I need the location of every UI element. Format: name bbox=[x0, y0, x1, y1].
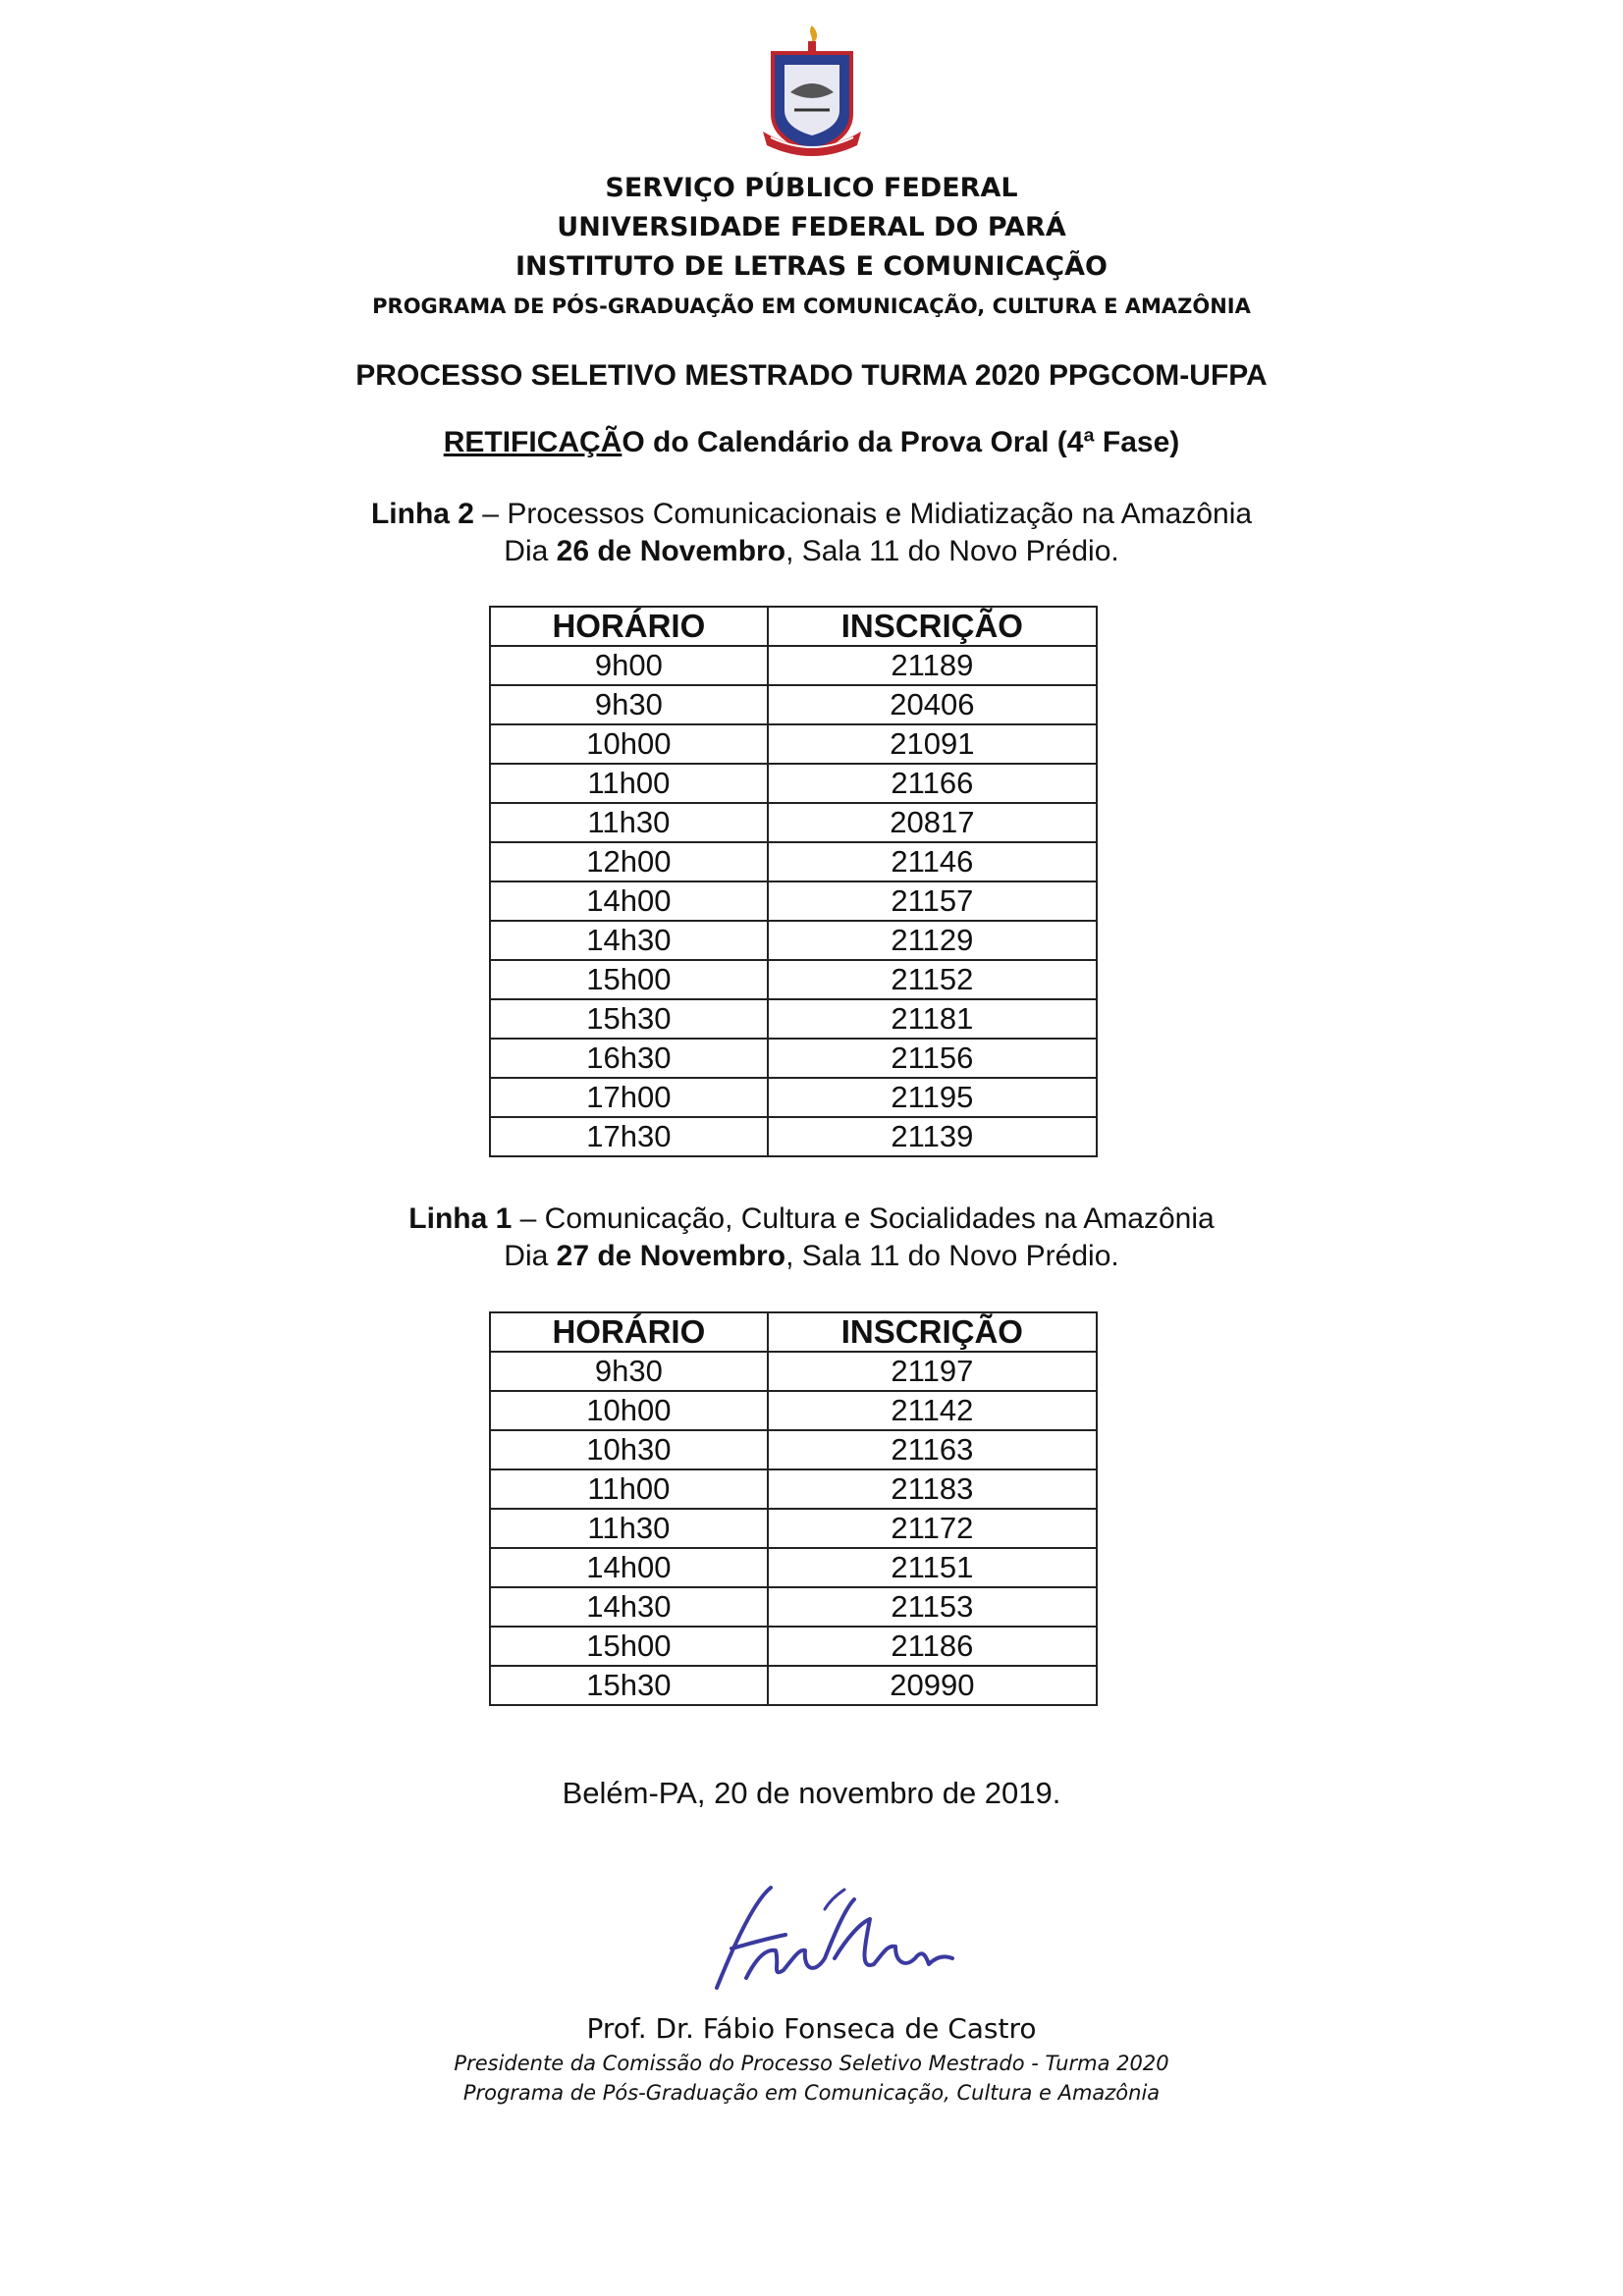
section1-day-suffix: , Sala 11 do Novo Prédio. bbox=[785, 535, 1119, 567]
table-row bbox=[490, 646, 1097, 685]
time-cell: 10h30 bbox=[490, 1430, 768, 1469]
document-subtitle bbox=[0, 426, 1623, 459]
table-row bbox=[490, 1548, 1097, 1587]
column-header-registration: INSCRIÇÃO bbox=[768, 607, 1097, 646]
table-row bbox=[490, 685, 1097, 724]
registration-cell: 21157 bbox=[768, 881, 1097, 921]
retification-underlined: RETIFICAÇÃ bbox=[443, 426, 622, 458]
registration-cell: 20406 bbox=[768, 685, 1097, 724]
section2-day-suffix: , Sala 11 do Novo Prédio. bbox=[785, 1240, 1119, 1272]
time-cell: 14h30 bbox=[490, 921, 768, 960]
table-row bbox=[490, 999, 1097, 1039]
table-row bbox=[490, 803, 1097, 842]
signer-name: Prof. Dr. Fábio Fonseca de Castro bbox=[586, 2012, 1037, 2045]
table-row bbox=[490, 960, 1097, 999]
section2-day-heading bbox=[0, 1238, 1623, 1275]
retification-rest: O do Calendário da Prova Oral (4ª Fase) bbox=[622, 426, 1180, 458]
registration-cell: 21186 bbox=[768, 1627, 1097, 1666]
handwritten-signature bbox=[677, 1880, 962, 2007]
registration-cell: 21151 bbox=[768, 1548, 1097, 1587]
table-row bbox=[490, 1117, 1097, 1156]
ufpa-crest-icon bbox=[757, 24, 867, 165]
section2-line-label: Linha 1 bbox=[408, 1202, 513, 1235]
registration-cell: 21156 bbox=[768, 1039, 1097, 1078]
table-row bbox=[490, 1587, 1097, 1627]
column-header-registration: INSCRIÇÃO bbox=[768, 1312, 1097, 1352]
section2-day-prefix: Dia bbox=[504, 1240, 557, 1272]
time-cell: 16h30 bbox=[490, 1039, 768, 1078]
section1-day-bold: 26 de Novembro bbox=[556, 535, 786, 567]
registration-cell: 21153 bbox=[768, 1587, 1097, 1627]
time-cell: 11h00 bbox=[490, 764, 768, 803]
time-cell: 14h30 bbox=[490, 1587, 768, 1627]
table-row bbox=[490, 1430, 1097, 1469]
section1-day-heading bbox=[0, 533, 1623, 570]
time-cell: 15h00 bbox=[490, 960, 768, 999]
registration-cell: 21189 bbox=[768, 646, 1097, 685]
time-cell: 11h00 bbox=[490, 1469, 768, 1509]
table-row bbox=[490, 921, 1097, 960]
registration-cell: 20990 bbox=[768, 1666, 1097, 1705]
registration-cell: 21166 bbox=[768, 764, 1097, 803]
registration-cell: 21146 bbox=[768, 842, 1097, 881]
registration-cell: 21142 bbox=[768, 1391, 1097, 1430]
table-row bbox=[490, 1039, 1097, 1078]
section1-line-desc: – Processos Comunicacionais e Midiatização na Amazônia bbox=[473, 498, 1253, 530]
table-row bbox=[490, 1078, 1097, 1117]
registration-cell: 21152 bbox=[768, 960, 1097, 999]
time-cell: 17h30 bbox=[490, 1117, 768, 1156]
schedule-table-linha2 bbox=[489, 606, 1098, 1157]
time-cell: 10h00 bbox=[490, 1391, 768, 1430]
time-cell: 11h30 bbox=[490, 803, 768, 842]
time-cell: 15h30 bbox=[490, 999, 768, 1039]
registration-cell: 21139 bbox=[768, 1117, 1097, 1156]
schedule-table-linha1 bbox=[489, 1311, 1098, 1706]
time-cell: 9h30 bbox=[490, 685, 768, 724]
header-line-university: UNIVERSIDADE FEDERAL DO PARÁ bbox=[557, 212, 1066, 242]
table-row bbox=[490, 881, 1097, 921]
table-row bbox=[490, 842, 1097, 881]
registration-cell: 21195 bbox=[768, 1078, 1097, 1117]
registration-cell: 21183 bbox=[768, 1469, 1097, 1509]
section1-day-prefix: Dia bbox=[504, 535, 557, 567]
table-row bbox=[490, 1666, 1097, 1705]
header-line-institute: INSTITUTO DE LETRAS E COMUNICAÇÃO bbox=[515, 251, 1108, 282]
table-row bbox=[490, 1627, 1097, 1666]
time-cell: 10h00 bbox=[490, 724, 768, 764]
signer-role: Presidente da Comissão do Processo Seletivo Mestrado - Turma 2020 bbox=[454, 2052, 1169, 2075]
table-header-row bbox=[490, 1312, 1097, 1352]
time-cell: 9h30 bbox=[490, 1352, 768, 1391]
time-cell: 11h30 bbox=[490, 1509, 768, 1548]
table-row bbox=[490, 1469, 1097, 1509]
column-header-time: HORÁRIO bbox=[490, 1312, 768, 1352]
table-row bbox=[490, 764, 1097, 803]
document-title: PROCESSO SELETIVO MESTRADO TURMA 2020 PPGCOM-UFPA bbox=[355, 359, 1268, 392]
header-line-program: PROGRAMA DE PÓS-GRADUAÇÃO EM COMUNICAÇÃO, CULTURA E AMAZÔNIA bbox=[372, 294, 1251, 318]
section2-line-heading bbox=[0, 1201, 1623, 1238]
section2-day-bold: 27 de Novembro bbox=[556, 1240, 786, 1272]
time-cell: 17h00 bbox=[490, 1078, 768, 1117]
registration-cell: 21129 bbox=[768, 921, 1097, 960]
time-cell: 12h00 bbox=[490, 842, 768, 881]
table-row bbox=[490, 1352, 1097, 1391]
time-cell: 15h30 bbox=[490, 1666, 768, 1705]
registration-cell: 21197 bbox=[768, 1352, 1097, 1391]
registration-cell: 21091 bbox=[768, 724, 1097, 764]
time-cell: 9h00 bbox=[490, 646, 768, 685]
section1-line-label: Linha 2 bbox=[370, 498, 474, 530]
time-cell: 14h00 bbox=[490, 1548, 768, 1587]
table-row bbox=[490, 1391, 1097, 1430]
registration-cell: 21163 bbox=[768, 1430, 1097, 1469]
header-line-service: SERVIÇO PÚBLICO FEDERAL bbox=[605, 173, 1018, 203]
time-cell: 14h00 bbox=[490, 881, 768, 921]
registration-cell: 20817 bbox=[768, 803, 1097, 842]
table-header-row bbox=[490, 607, 1097, 646]
time-cell: 15h00 bbox=[490, 1627, 768, 1666]
table-row bbox=[490, 1509, 1097, 1548]
section1-line-heading bbox=[0, 496, 1623, 533]
date-line: Belém-PA, 20 de novembro de 2019. bbox=[562, 1776, 1061, 1810]
registration-cell: 21181 bbox=[768, 999, 1097, 1039]
signer-program: Programa de Pós-Graduação em Comunicação, Cultura e Amazônia bbox=[462, 2081, 1161, 2105]
table-row bbox=[490, 724, 1097, 764]
registration-cell: 21172 bbox=[768, 1509, 1097, 1548]
column-header-time: HORÁRIO bbox=[490, 607, 768, 646]
section2-line-desc: – Comunicação, Cultura e Socialidades na Amazônia bbox=[512, 1202, 1215, 1235]
